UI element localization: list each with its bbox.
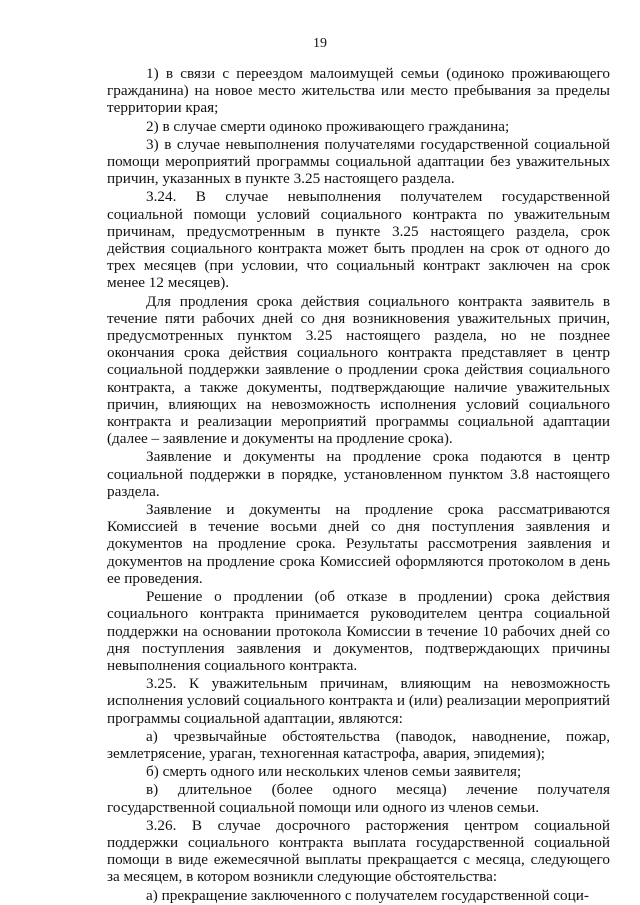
paragraph: 3.25. К уважительным причинам, влияющим на невозможность исполнения условий социального контракта и (или) реализации мероприятий программы социальной адаптации, являются: <box>107 675 610 727</box>
paragraph: а) прекращение заключенного с получателем государственной соци- <box>146 886 589 904</box>
paragraph: 3) в случае невыполнения получателями государственной социальной помощи мероприятий программы социальной адаптации без уважительных причин, указанных в пункте 3.25 настоящего раздела. <box>107 135 610 188</box>
paragraph: 2) в случае смерти одиноко проживающего гражданина; <box>146 117 510 135</box>
paragraph: Для продления срока действия социального контракта заявитель в течение пяти рабочих дней со дня возникновения уважительных причин, предусмотренных пунктом 3.25 настоящего раздела, но не позднее окончания срока действия социального контракта представляет в центр социальной поддержки заявление о продлении срока действия социального контракта, а также документы, подтверждающие наличие уважительных причин, влияющих на невозможность исполнения условий социального контракта и реализации мероприятий программы социальной адаптации (далее – заявление и документы на продление срока). <box>107 292 610 448</box>
paragraph: 1) в связи с переездом малоимущей семьи (одиноко проживающего гражданина) на новое место жительства или место пребывания за пределы территории края; <box>107 65 610 117</box>
paragraph: Заявление и документы на продление срока подаются в центр социальной поддержки в порядке, установленном пунктом 3.8 настоящего раздела. <box>107 448 610 500</box>
paragraph: в) длительное (более одного месяца) лечение получателя государственной социальной помощи или одного из членов семьи. <box>107 781 610 816</box>
paragraph: а) чрезвычайные обстоятельства (паводок, наводнение, пожар, землетрясение, ураган, техногенная катастрофа, авария, эпидемия); <box>107 727 610 762</box>
paragraph: 3.24. В случае невыполнения получателем государственной социальной помощи условий социального контракта по уважительным причинам, предусмотренным в пункте 3.25 настоящего раздела, срок действия социального контракта может быть продлен на срок от одного до трех месяцев (при условии, что социальный контракт заключен на срок менее 12 месяцев). <box>107 188 610 292</box>
paragraph: Заявление и документы на продление срока рассматриваются Комиссией в течение восьми дней со дня поступления заявления и документов на продление срока. Результаты рассмотрения заявления и документов на продление срока Комиссией оформляются протоколом в день ее проведения. <box>107 501 610 587</box>
paragraph: Решение о продлении (об отказе в продлении) срока действия социального контракта принимается руководителем центра социальной поддержки на основании протокола Комиссии в течение 10 рабочих дней со дня поступления заявления и документов, подтверждающих причины невыполнения социального контракта. <box>107 588 610 674</box>
paragraph: 3.26. В случае досрочного расторжения центром социальной поддержки социального контракта выплата государственной социальной помощи в виде ежемесячной выплаты прекращается с месяца, следующего за месяцем, в котором возникли следующие обстоятельства: <box>107 816 610 886</box>
document-body <box>107 65 610 904</box>
page-number: 19 <box>313 36 327 51</box>
paragraph: б) смерть одного или нескольких членов семьи заявителя; <box>146 763 522 781</box>
